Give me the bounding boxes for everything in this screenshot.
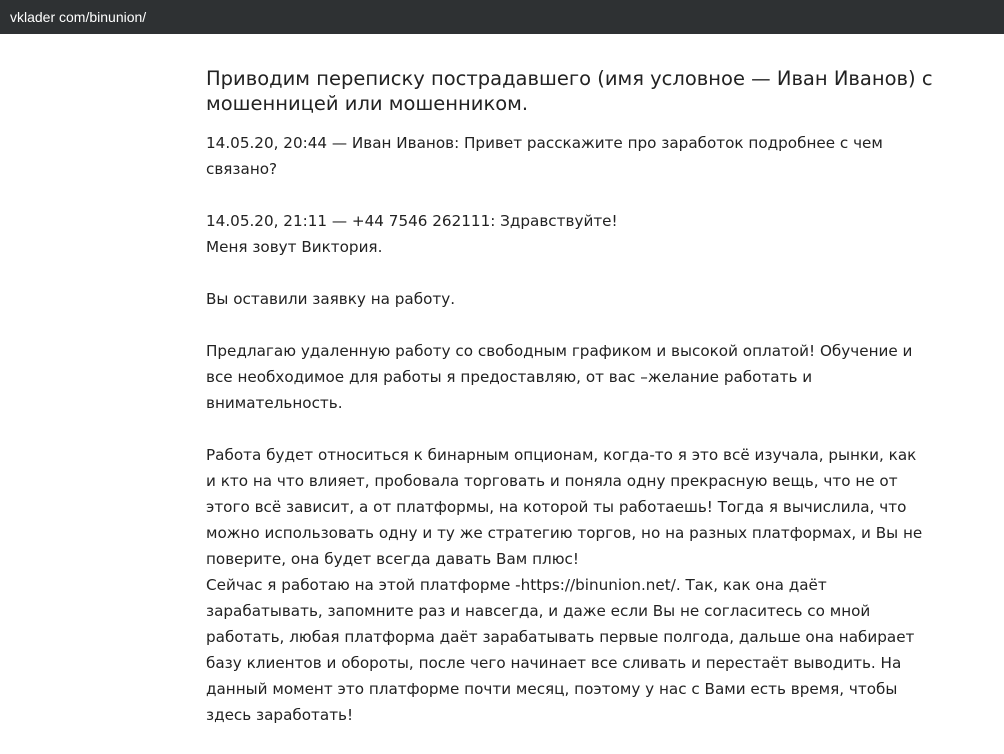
text-line: поверите, она будет всегда давать Вам плюс! bbox=[206, 550, 579, 568]
url-text[interactable]: vklader com/binunion/ bbox=[10, 9, 147, 25]
text-line: работать, любая платформа даёт зарабатывать первые полгода, дальше она набирает bbox=[206, 628, 915, 646]
article bbox=[206, 66, 966, 754]
text-line: внимательность. bbox=[206, 394, 343, 412]
text-line: 14.05.20, 20:44 — Иван Иванов: Привет расскажите про заработок подробнее с чем bbox=[206, 134, 883, 152]
text-line: 14.05.20, 21:11 — +44 7546 262111: Здравствуйте! bbox=[206, 212, 618, 230]
text-line: Меня зовут Виктория. bbox=[206, 238, 383, 256]
text-line: Работа будет относиться к бинарным опционам, когда-то я это всё изучала, рынки, как bbox=[206, 446, 917, 464]
chat-message-paragraph bbox=[206, 442, 966, 728]
text-line: Вы оставили заявку на работу. bbox=[206, 290, 456, 308]
browser-top-bar bbox=[0, 0, 1004, 34]
chat-message-paragraph bbox=[206, 338, 966, 416]
text-line: здесь заработать! bbox=[206, 706, 354, 724]
text-line: этого всё зависит, а от платформы, на которой ты работаешь! Тогда я вычислила, что bbox=[206, 498, 907, 516]
chat-message-paragraph bbox=[206, 208, 966, 260]
text-line: можно использовать одну и ту же стратегию торгов, но на разных платформах, и Вы не bbox=[206, 524, 923, 542]
article-body bbox=[206, 130, 966, 728]
text-line: и кто на что влияет, пробовала торговать и поняла одну прекрасную вещь, что не от bbox=[206, 472, 898, 490]
text-line: связано? bbox=[206, 160, 278, 178]
text-line: данный момент это платформе почти месяц, поэтому у нас с Вами есть время, чтобы bbox=[206, 680, 898, 698]
text-line: базу клиентов и обороты, после чего начинает все сливать и перестаёт выводить. На bbox=[206, 654, 902, 672]
chat-message-paragraph bbox=[206, 130, 966, 182]
article-heading: Приводим переписку пострадавшего (имя условное — Иван Иванов) с мошенницей или мошенником. bbox=[206, 67, 933, 115]
chat-message-paragraph bbox=[206, 286, 966, 312]
text-line: зарабатывать, запомните раз и навсегда, и даже если Вы не согласитесь со мной bbox=[206, 602, 871, 620]
text-line: Сейчас я работаю на этой платформе -https://binunion.net/. Так, как она даёт bbox=[206, 576, 827, 594]
text-line: все необходимое для работы я предоставляю, от вас –желание работать и bbox=[206, 368, 813, 386]
text-line: Предлагаю удаленную работу со свободным графиком и высокой оплатой! Обучение и bbox=[206, 342, 913, 360]
